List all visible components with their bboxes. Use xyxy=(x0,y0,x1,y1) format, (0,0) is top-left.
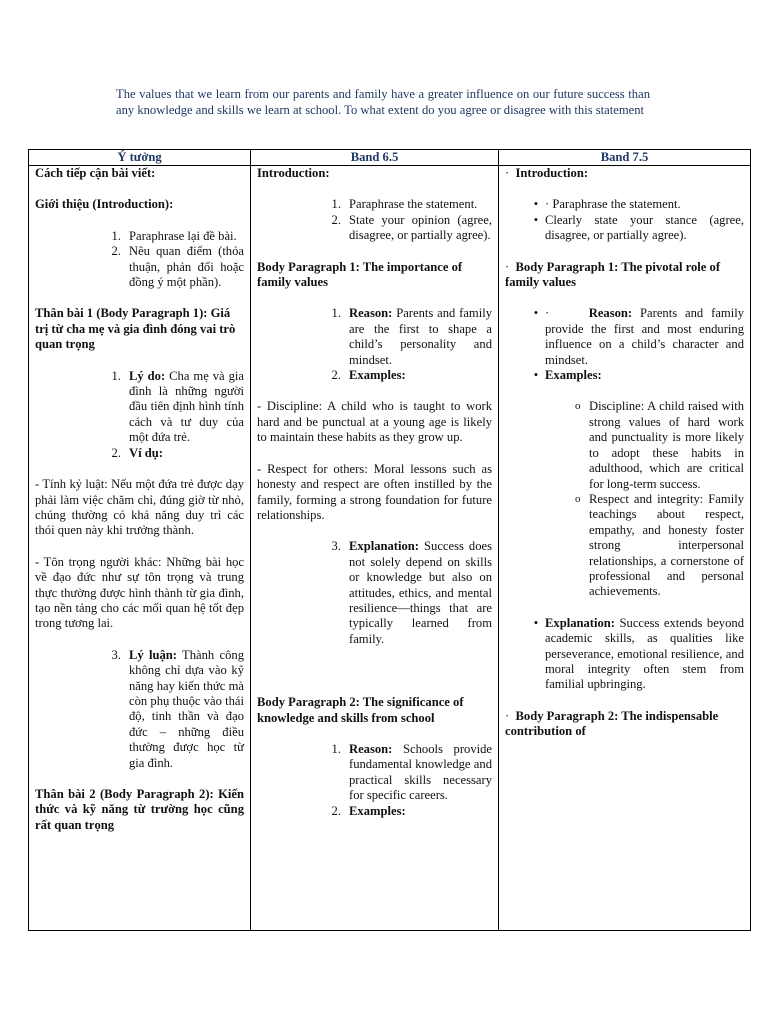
example-discipline: - Discipline: A child who is taught to work hard and be punctual at a young age is likely to maintain these habits as they grow up. xyxy=(257,399,492,445)
intro-list xyxy=(99,229,244,291)
argument-list xyxy=(99,648,244,771)
body1-list xyxy=(527,306,744,383)
essay-prompt: The values that we learn from our parents and family have a greater influence on our future success than any knowledge and skills we learn at school. To what extent do you agree or disagree with this statement xyxy=(116,87,650,117)
list-item: o Discipline: A child raised with strong values of hard work and punctuality is more likely to adopt these habits in adulthood, which are critical for long-term success. xyxy=(575,399,744,491)
list-item: 2. Ví dụ: xyxy=(111,445,163,460)
body2-heading: Thân bài 2 (Body Paragraph 2): Kiến thức và kỹ năng từ trường học cũng rất quan trọng xyxy=(35,787,244,832)
header-band-7-5: Band 7.5 xyxy=(499,150,751,166)
list-item: • · Paraphrase the statement. xyxy=(533,197,681,212)
body1-list xyxy=(319,306,492,383)
list-item: • Explanation: Success extends beyond academic skills, as qualities like perseverance, emotional resilience, and moral integrity often stem from familial upbringing. xyxy=(533,615,744,692)
ideas-cell xyxy=(29,166,251,931)
list-item: 1. Reason: Schools provide fundamental knowledge and practical skills necessary for specific careers. xyxy=(331,741,492,803)
intro-heading: Introduction: xyxy=(257,166,330,180)
intro-list xyxy=(527,197,744,243)
example-respect: - Respect for others: Moral lessons such as honesty and respect are often instilled by the family, forming a strong foundation for future relationships. xyxy=(257,461,492,522)
list-item: • · Reason: Parents and family provide the first and most enduring influence on a child’s character and mindset. xyxy=(533,306,744,367)
approach-heading: Cách tiếp cận bài viết: xyxy=(35,166,156,180)
body1-heading: · Body Paragraph 1: The pivotal role of family values xyxy=(505,259,721,290)
explanation-list xyxy=(319,539,492,647)
body1-list xyxy=(99,369,244,461)
header-band-6-5: Band 6.5 xyxy=(251,150,499,166)
explanation-list xyxy=(527,616,744,693)
example-respect: - Tôn trọng người khác: Những bài học về đạo đức như sự tôn trọng và trung thực thường được hình thành từ gia đình, tạo nền tảng cho các mối quan hệ tốt đẹp trong tương lai. xyxy=(35,554,244,631)
list-item: 1. Lý do: Cha mẹ và gia đình là những người đầu tiên định hình tính cách và tư duy của một đứa trẻ. xyxy=(111,368,244,445)
list-item: o Respect and integrity: Family teachings about respect, empathy, and honesty foster strong interpersonal relationships, a cornerstone of professional and personal achievements. xyxy=(575,491,744,599)
list-item: 2. State your opinion (agree, disagree, or partially agree). xyxy=(331,212,492,243)
body2-list xyxy=(319,742,492,819)
intro-heading: · Introduction: xyxy=(505,166,589,180)
header-ideas: Ý tưởng xyxy=(29,150,251,166)
list-item: 3. Explanation: Success does not solely depend on skills or knowledge but also on attitudes, ethics, and mental resilience—things that are typically learned from family. xyxy=(331,539,492,646)
body1-heading: Body Paragraph 1: The importance of family values xyxy=(257,259,463,290)
list-item: • Examples: xyxy=(533,368,602,383)
content-row xyxy=(29,166,751,931)
outline-table xyxy=(28,149,751,931)
list-item: 1. Paraphrase the statement. xyxy=(331,197,478,212)
examples-sublist xyxy=(575,399,744,599)
example-discipline: - Tính kỷ luật: Nếu một đứa trẻ được dạy phải làm việc chăm chỉ, đúng giờ từ nhỏ, chúng thường có khả năng duy trì các thói quen này khi trưởng thành. xyxy=(35,477,244,538)
body2-heading: · Body Paragraph 2: The indispensable contribution of xyxy=(505,708,719,739)
list-item: • Clearly state your stance (agree, disagree, or partially agree). xyxy=(533,212,744,243)
intro-heading: Giới thiệu (Introduction): xyxy=(35,197,174,212)
list-item: 1. Paraphrase lại đề bài. xyxy=(111,228,237,243)
band65-cell xyxy=(251,166,499,931)
list-item: 3. Lý luận: Thành công không chỉ dựa vào kỹ năng hay kiến thức mà còn phụ thuộc vào thái độ, tinh thần và đạo đức – những điều thường được học từ gia đình. xyxy=(111,647,244,770)
list-item: 1. Reason: Parents and family are the first to shape a child’s personality and mindset. xyxy=(331,306,492,367)
list-item: 2. Examples: xyxy=(331,368,406,383)
intro-list xyxy=(319,197,492,243)
body1-heading: Thân bài 1 (Body Paragraph 1): Giá trị từ cha mẹ và gia đình đóng vai trò quan trọng xyxy=(35,306,236,352)
list-item: 2. Nêu quan điểm (thỏa thuận, phản đối hoặc đồng ý một phần). xyxy=(111,244,244,290)
body2-heading: Body Paragraph 2: The significance of knowledge and skills from school xyxy=(257,695,464,725)
list-item: 2. Examples: xyxy=(331,803,406,818)
band75-cell xyxy=(499,166,751,931)
header-row xyxy=(29,150,751,166)
